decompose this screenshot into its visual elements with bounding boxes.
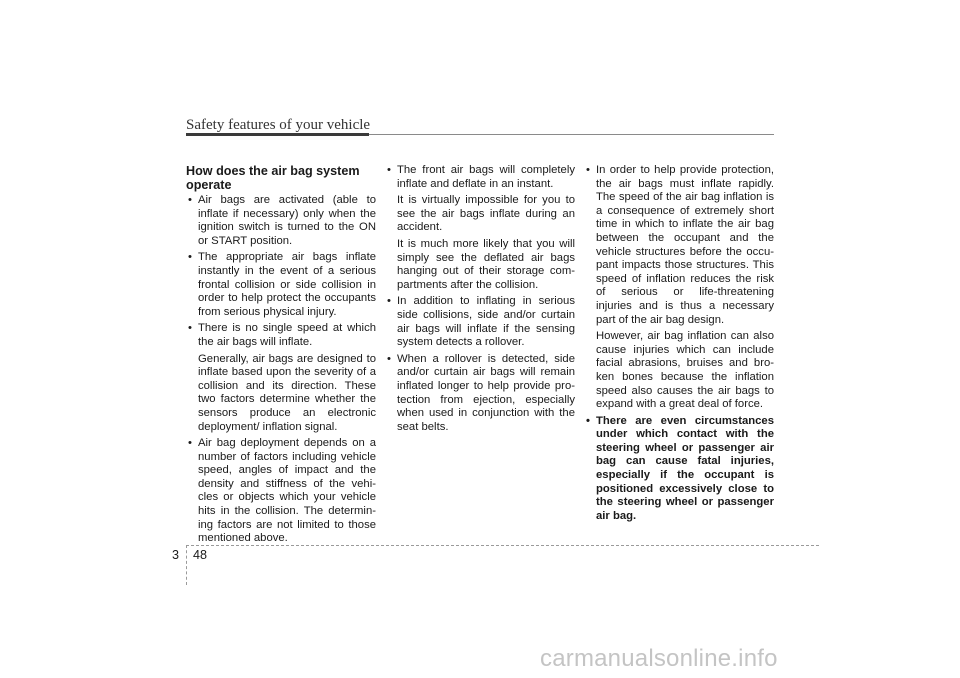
bullet-item: • The front air bags will completely inflate and deflate in an instant. [385, 164, 575, 191]
bullet-item: • There is no single speed at which the air bags will inflate. [186, 322, 376, 349]
footer-divider [186, 545, 187, 585]
bullet-continuation: It is much more likely that you will simply see the deflated air bags hanging out of their storage com-partments after the collision. [397, 237, 575, 291]
footer-rule [186, 545, 819, 546]
column-3 [584, 164, 774, 526]
bullet-item: • In addition to inflating in serious side collisions, side and/or curtain air bags will inflate if the sensing system detects a rollover. [385, 295, 575, 349]
bullet-continuation: However, air bag inflation can also cause injuries which can include facial abrasions, bruises and bro-ken bones because the inflation speed also causes the air bags to expand with a great deal of force. [596, 330, 774, 411]
bullet-continuation: It is virtually impossible for you to see the air bags inflate during an accident. [397, 194, 575, 234]
watermark: carmanualsonline.info [540, 645, 778, 672]
bullet-item: • In order to help provide protection, the air bags must inflate rapidly. The speed of the air bag inflation is a consequence of extremely short time in which to inflate the air bag between the occupant and the vehicle structures before the occu-pant impacts those structures. This speed of inflation reduces the risk of serious or life-threatening injuries and is thus a necessary part of the air bag design. [584, 164, 774, 327]
chapter-number: 3 [172, 548, 180, 562]
section-heading: How does the air bag system operate [186, 164, 360, 192]
bullet-item: • When a rollover is detected, side and/or curtain air bags will remain inflated longer to help provide pro-tection from ejection, especially when used in conjunction with the seat belts. [385, 353, 575, 435]
column-2 [385, 164, 575, 437]
header-rule-thin [369, 134, 774, 135]
page-number: 48 [193, 548, 208, 562]
header-rule [186, 133, 369, 136]
bullet-item: • Air bag deployment depends on a number of factors including vehicle speed, angles of impact and the density and stiffness of the vehi-cles or objects which your vehicle hits in the collision. The determin-ing factors are not limited to those mentioned above. [186, 437, 376, 546]
warning-bullet: • There are even circumstances under which contact with the steering wheel or passenger air bag can cause fatal injuries, especially if the occupant is positioned excessively close to the steering wheel or passenger air bag. [584, 415, 774, 524]
column-1 [186, 164, 376, 549]
bullet-item: • Air bags are activated (able to inflate if necessary) only when the ignition switch is turned to the ON or START position. [186, 194, 376, 248]
header-title: Safety features of your vehicle [186, 117, 371, 133]
bullet-continuation: Generally, air bags are designed to inflate based upon the severity of a collision and its direction. These two factors determine whether the sensors produce an electronic deployment/ inflation signal. [198, 352, 376, 433]
bullet-item: • The appropriate air bags inflate instantly in the event of a serious frontal collision or side collision in order to help protect the occupants from serious physical injury. [186, 251, 376, 319]
